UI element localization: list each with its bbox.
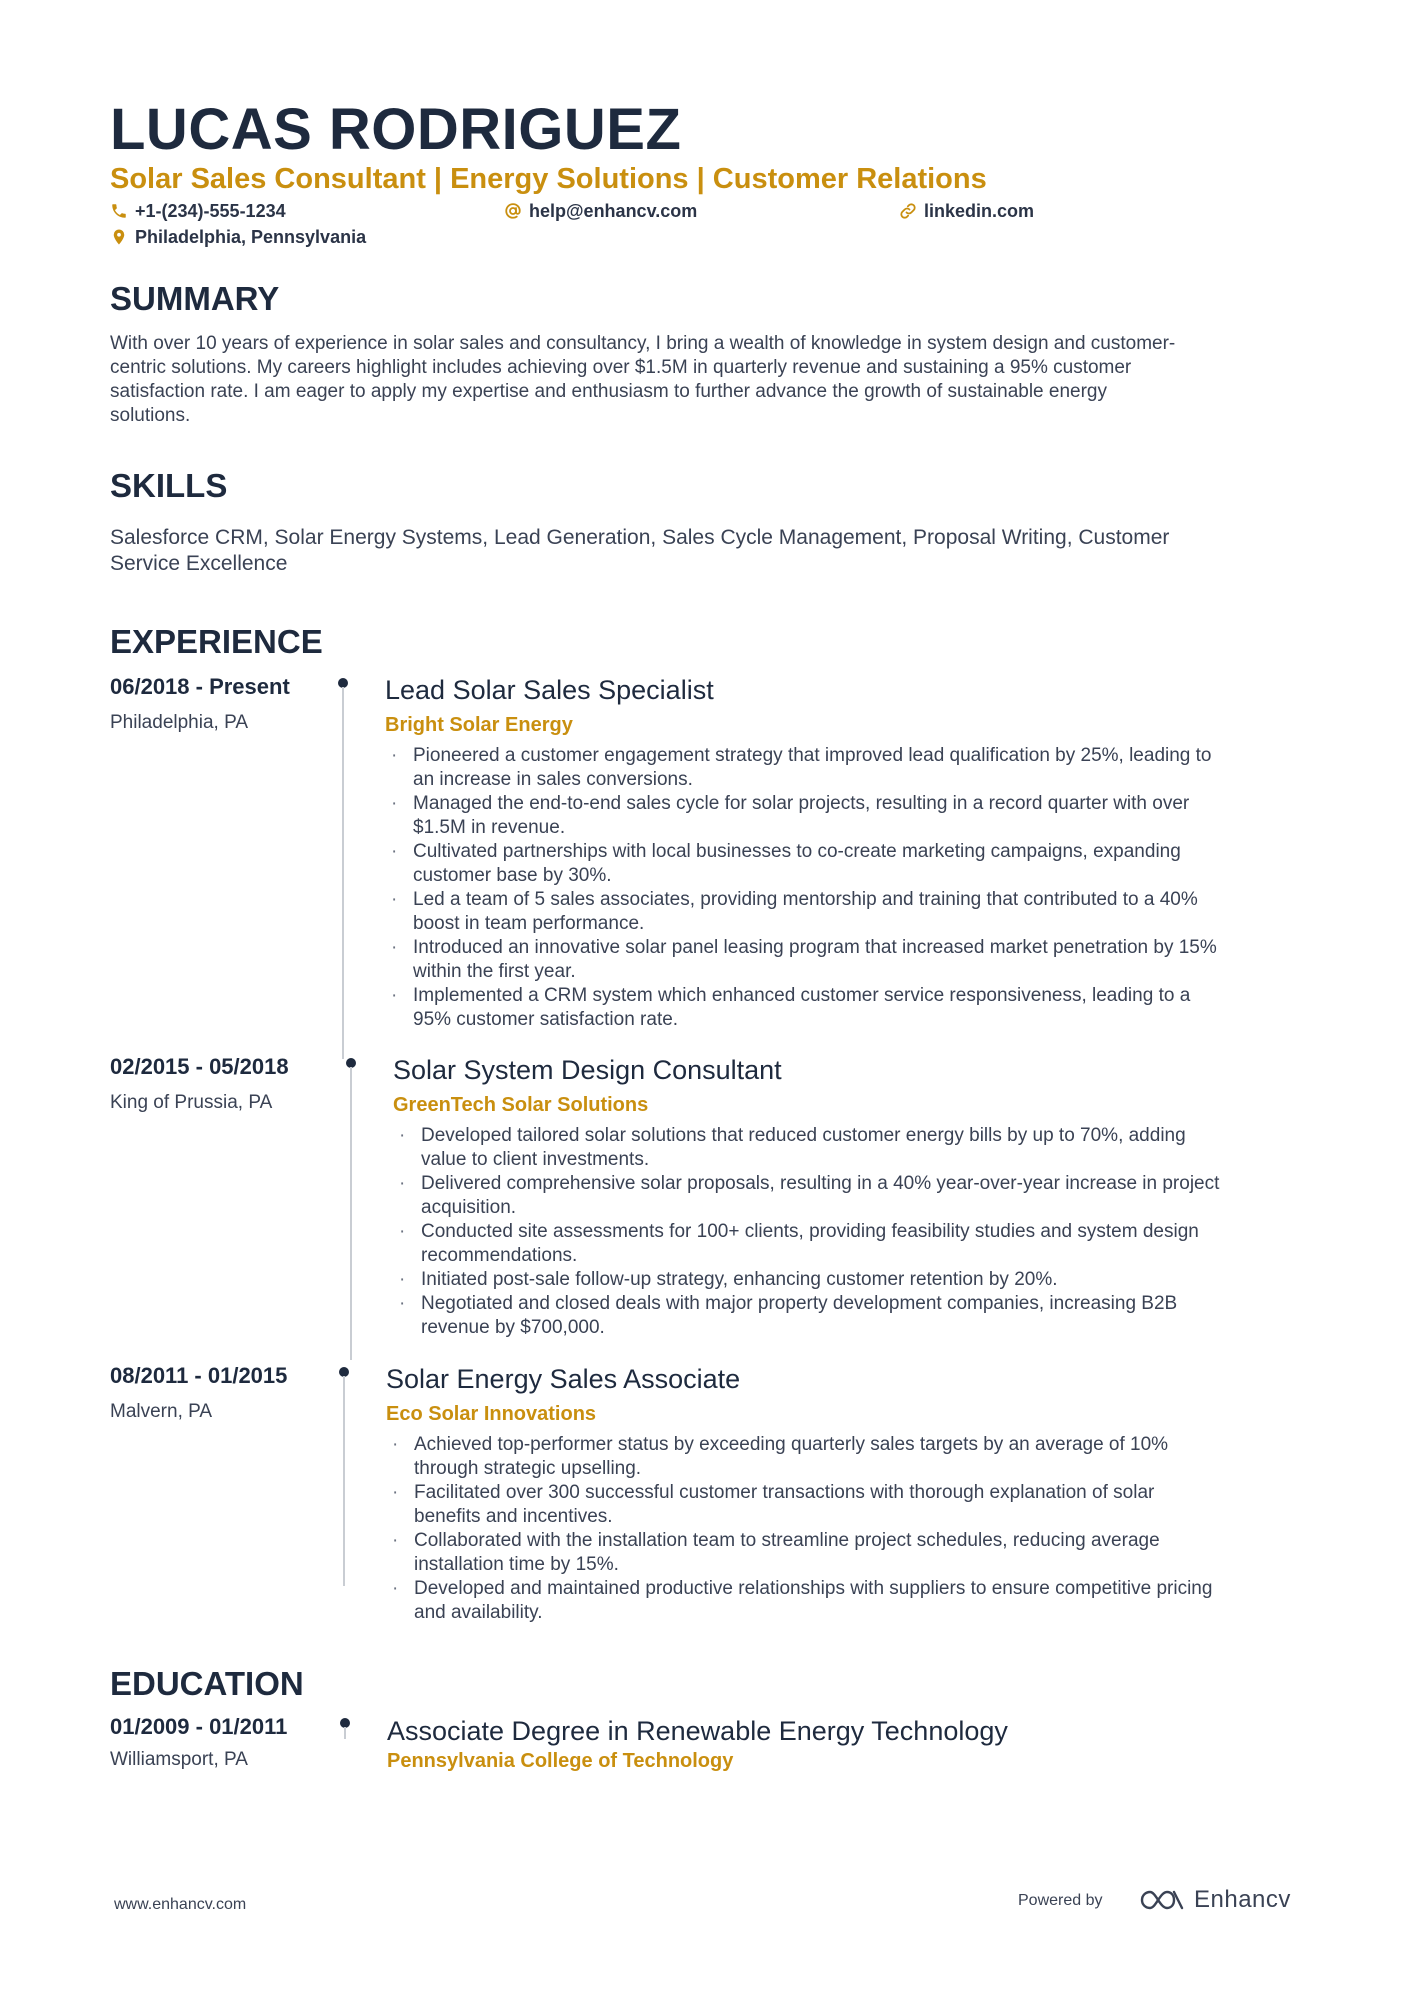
candidate-name: LUCAS RODRIGUEZ [110, 97, 682, 162]
contact-email[interactable] [504, 200, 697, 222]
location-text: Philadelphia, Pennsylvania [135, 227, 367, 247]
degree-title: Associate Degree in Renewable Energy Technology [387, 1716, 1008, 1746]
bullet-item: · Achieved top-performer status by exceeding quarterly sales targets by an average of 10% through strategic upselling. [386, 1433, 1306, 1481]
job-bullets [385, 744, 1305, 1032]
bullet-item: · Cultivated partnerships with local businesses to co-create marketing campaigns, expanding customer base by 30%. [385, 840, 1305, 888]
email-text: help@enhancv.com [529, 201, 698, 221]
skills-heading: SKILLS [110, 467, 228, 504]
bullet-item: · Collaborated with the installation team to streamline project schedules, reducing average installation time by 15%. [386, 1529, 1306, 1577]
timeline-line [344, 1727, 346, 1739]
enhancv-logo-icon [1138, 1886, 1186, 1914]
contact-phone [110, 200, 286, 222]
summary-text [110, 332, 1300, 428]
bullet-item: · Led a team of 5 sales associates, providing mentorship and training that contributed to a 40% boost in team performance. [385, 888, 1305, 936]
skills-line: Salesforce CRM, Solar Energy Systems, Lead Generation, Sales Cycle Management, Proposal Writing, Customer [110, 526, 1170, 549]
bullet-item: · Pioneered a customer engagement strategy that improved lead qualification by 25%, leading to an increase in sales conversions. [385, 744, 1305, 792]
link-icon [899, 202, 917, 220]
company-name: Bright Solar Energy [385, 714, 573, 736]
location-pin-icon [110, 228, 128, 246]
bullet-item: · Negotiated and closed deals with major property development companies, increasing B2B revenue by $700,000. [393, 1292, 1313, 1340]
timeline-line [350, 1067, 352, 1360]
bullet-item: · Implemented a CRM system which enhanced customer service responsiveness, leading to a 95% customer satisfaction rate. [385, 984, 1305, 1032]
summary-line: With over 10 years of experience in solar sales and consultancy, I bring a wealth of knowledge in system design and customer- [110, 333, 1176, 354]
enhancv-brand-text: Enhancv [1194, 1886, 1291, 1913]
skills-text [110, 525, 1300, 577]
job-location: Philadelphia, PA [110, 712, 249, 733]
footer-website[interactable]: www.enhancv.com [114, 1896, 247, 1913]
powered-by-label: Powered by [1018, 1892, 1103, 1909]
phone-icon [110, 202, 128, 220]
school-name: Pennsylvania College of Technology [387, 1750, 734, 1772]
experience-heading: EXPERIENCE [110, 623, 323, 660]
bullet-item: · Facilitated over 300 successful customer transactions with thorough explanation of solar benefits and incentives. [386, 1481, 1306, 1529]
education-location: Williamsport, PA [110, 1749, 248, 1770]
summary-line: satisfaction rate. I am eager to apply my expertise and enthusiasm to further advance the growth of sustainable energy [110, 381, 1107, 402]
job-bullets [393, 1124, 1313, 1340]
job-date: 08/2011 - 01/2015 [110, 1363, 288, 1388]
bullet-item: · Introduced an innovative solar panel leasing program that increased market penetration by 15% within the first year. [385, 936, 1305, 984]
headline: Solar Sales Consultant | Energy Solutions | Customer Relations [110, 163, 987, 195]
bullet-item: · Developed and maintained productive relationships with suppliers to ensure competitive pricing and availability. [386, 1577, 1306, 1625]
job-date: 06/2018 - Present [110, 674, 290, 699]
summary-heading: SUMMARY [110, 280, 280, 317]
job-date: 02/2015 - 05/2018 [110, 1054, 289, 1079]
job-title: Solar Energy Sales Associate [386, 1364, 741, 1394]
job-bullets [386, 1433, 1306, 1625]
contact-link[interactable] [899, 200, 1034, 222]
timeline-line [343, 1376, 345, 1586]
timeline-line [342, 687, 344, 1059]
company-name: GreenTech Solar Solutions [393, 1094, 649, 1116]
skills-line: Service Excellence [110, 552, 288, 575]
education-date: 01/2009 - 01/2011 [110, 1714, 288, 1739]
bullet-item: · Delivered comprehensive solar proposals, resulting in a 40% year-over-year increase in project acquisition. [393, 1172, 1313, 1220]
bullet-item: · Managed the end-to-end sales cycle for solar projects, resulting in a record quarter with over $1.5M in revenue. [385, 792, 1305, 840]
enhancv-logo[interactable] [1138, 1886, 1291, 1914]
job-location: King of Prussia, PA [110, 1092, 273, 1113]
bullet-item: · Conducted site assessments for 100+ clients, providing feasibility studies and system design recommendations. [393, 1220, 1313, 1268]
contact-location [110, 226, 366, 248]
bullet-item: · Developed tailored solar solutions that reduced customer energy bills by up to 70%, adding value to client investments. [393, 1124, 1313, 1172]
job-location: Malvern, PA [110, 1401, 213, 1422]
job-title: Lead Solar Sales Specialist [385, 675, 714, 705]
bullet-item: · Initiated post-sale follow-up strategy, enhancing customer retention by 20%. [393, 1268, 1313, 1292]
summary-line: solutions. [110, 405, 191, 426]
phone-text: +1-(234)-555-1234 [135, 201, 286, 221]
link-text: linkedin.com [924, 201, 1035, 221]
job-title: Solar System Design Consultant [393, 1055, 782, 1085]
education-heading: EDUCATION [110, 1665, 304, 1702]
company-name: Eco Solar Innovations [386, 1403, 597, 1425]
summary-line: centric solutions. My careers highlight includes achieving over $1.5M in quarterly revenue and sustaining a 95% customer [110, 357, 1132, 378]
at-icon [504, 202, 522, 220]
